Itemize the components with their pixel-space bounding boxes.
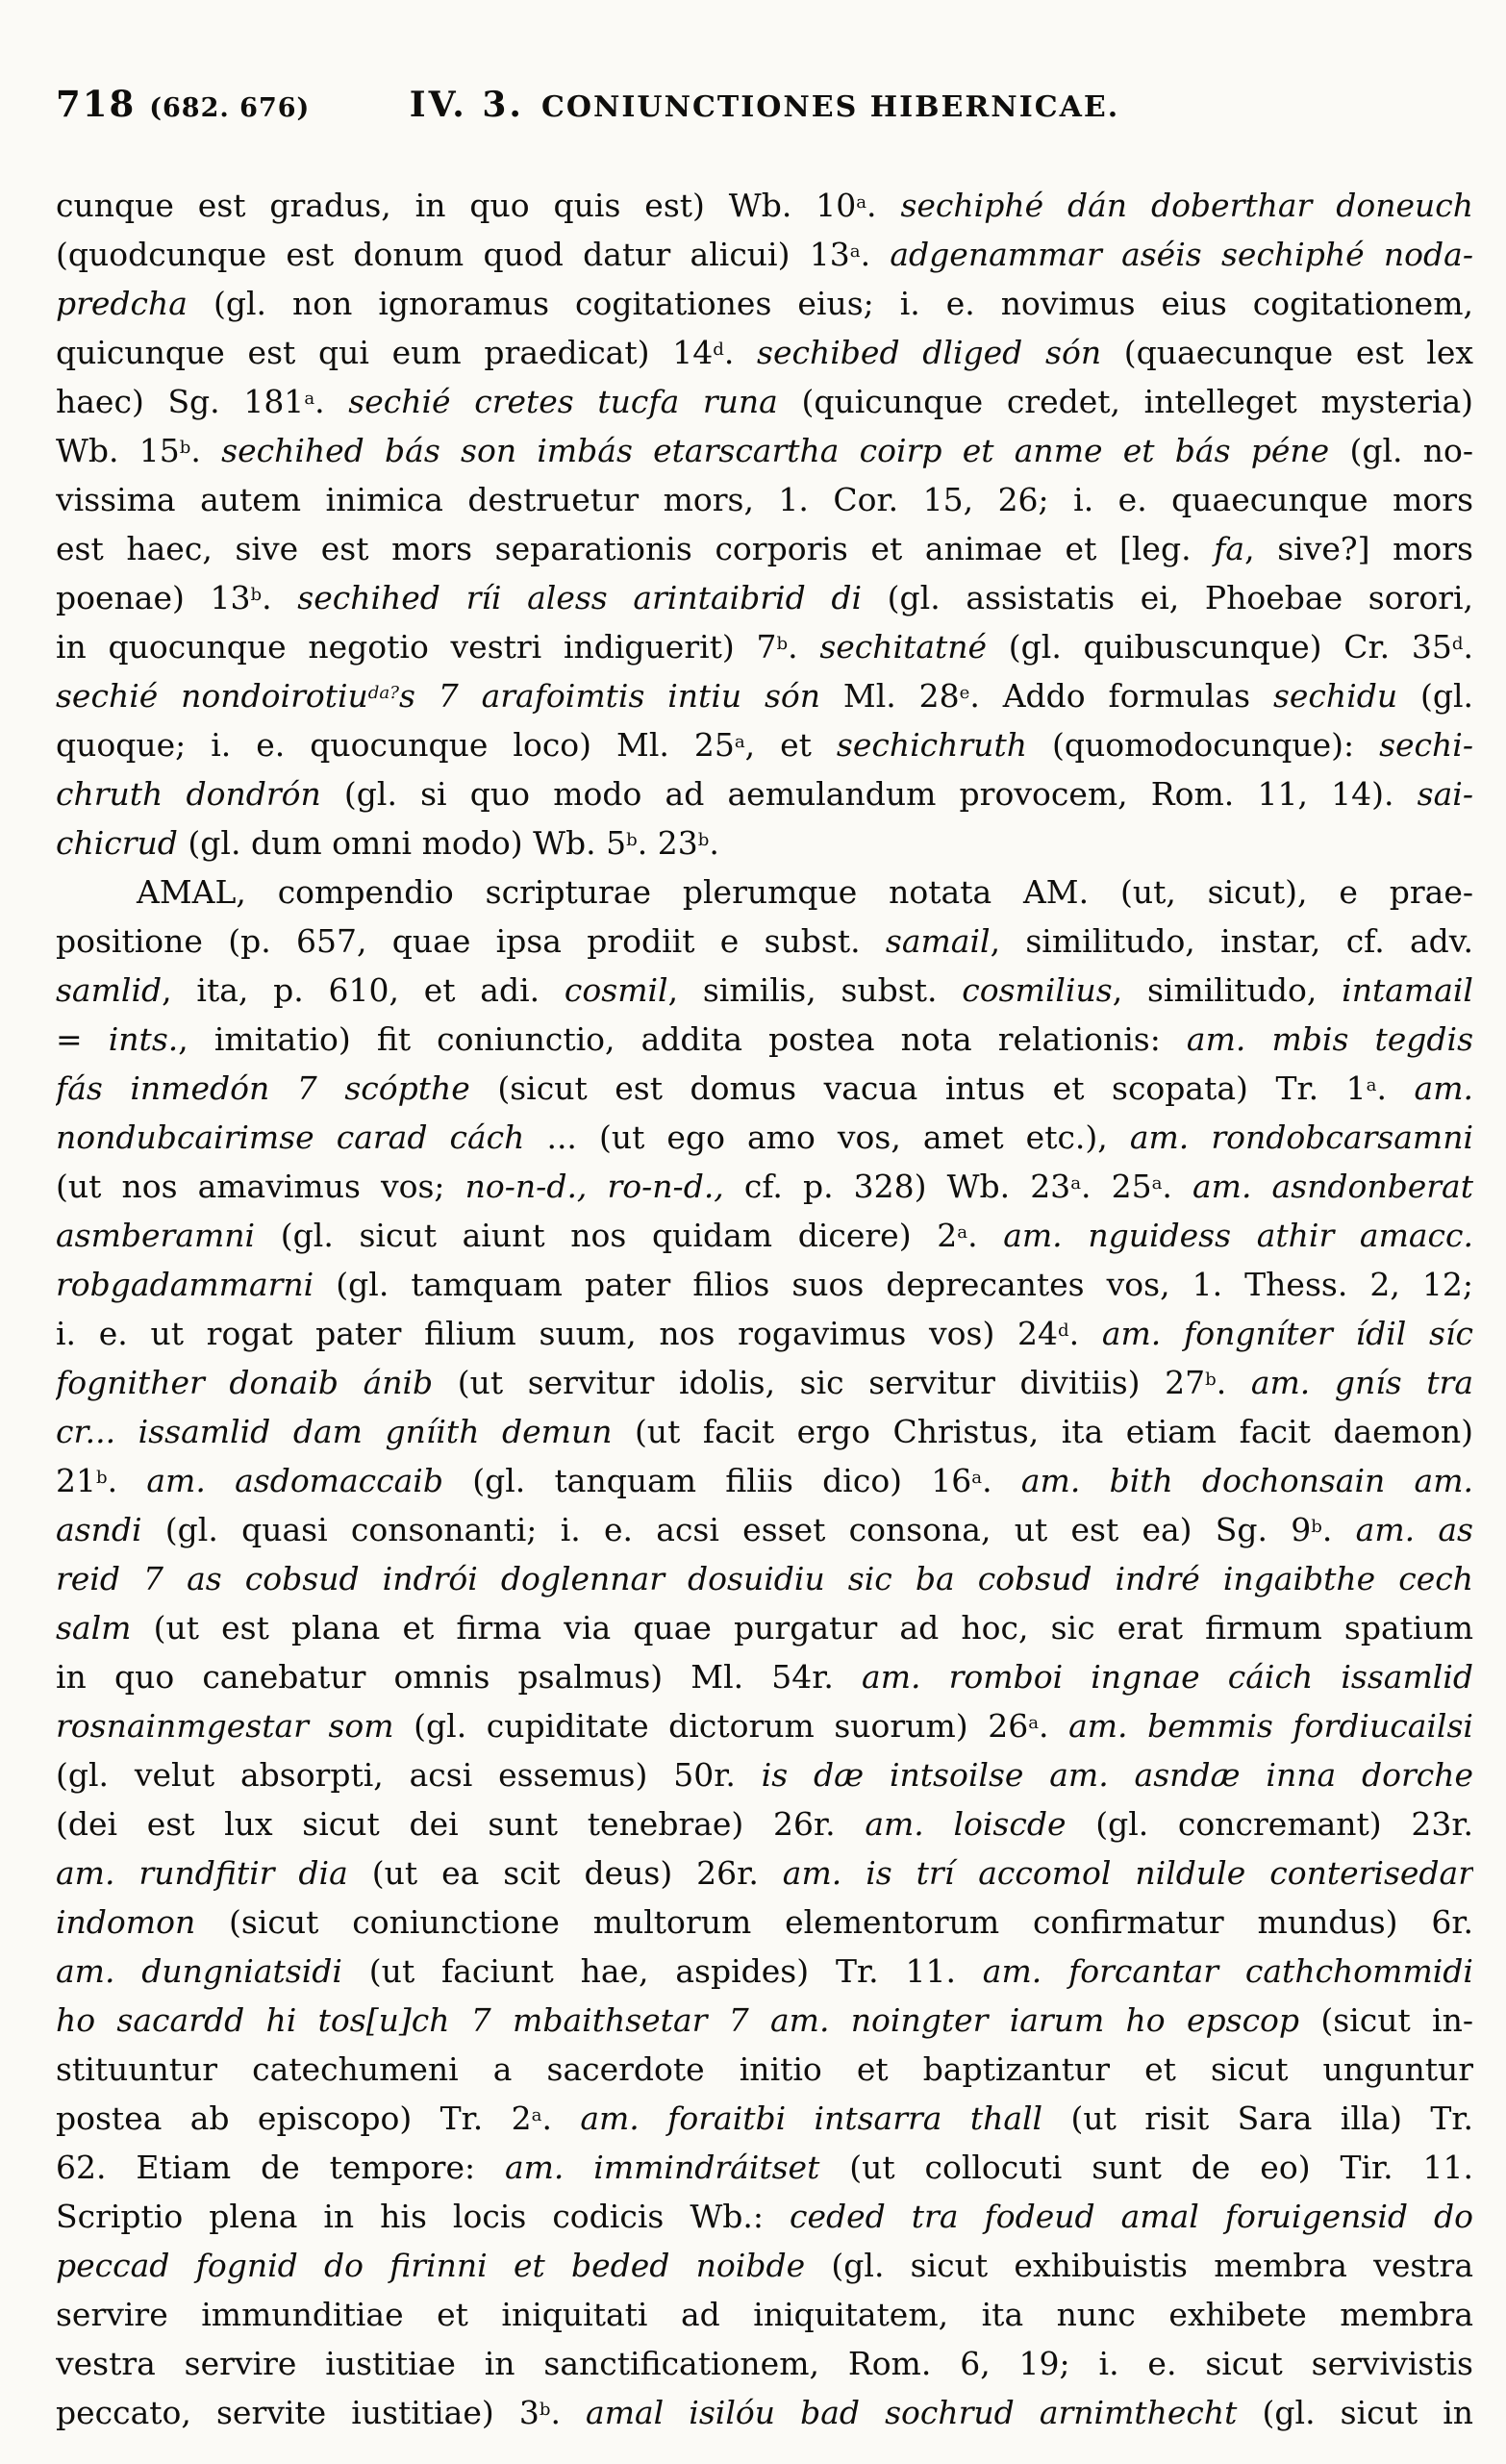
text-line: (dei est lux sicut dei sunt tenebrae) 26r. am. loiscde (gl. concremant) 23r. <box>56 1805 1473 1843</box>
text-line: reid 7 as cobsud indrói doglennar dosuidiu sic ba cobsud indré ingaibthe cech <box>56 1560 1473 1597</box>
text-line: peccad fognid do firinni et beded noibde (gl. sicut exhibuistis membra vestra <box>56 2247 1473 2284</box>
text-line: asmberamni (gl. sicut aiunt nos quidam dicere) 2$^a$. am. nguidess athir amacc. <box>56 1217 1473 1254</box>
text-line: in quo canebatur omnis psalmus) Ml. 54r. am. romboi ingnae cáich issamlid <box>56 1658 1473 1696</box>
text-line: asndi (gl. quasi consonanti; i. e. acsi esset consona, ut est ea) Sg. 9$^b$. am. as <box>56 1511 1473 1548</box>
text-line: chicrud (gl. dum omni modo) Wb. 5$^b$. 23$^b$. <box>56 824 719 862</box>
text-line: est haec, sive est mors separationis corporis et animae et [leg. fa, sive?] mors <box>56 530 1473 567</box>
text-line: AMAL, compendio scripturae plerumque notata AM. (ut, sicut), e prae- <box>137 873 1473 911</box>
page-number: 718 <box>56 83 137 125</box>
text-line: servire immunditiae et iniquitati ad iniquitatem, ita nunc exhibete membra <box>56 2296 1473 2333</box>
heading-title: CONIUNCTIONES HIBERNICAE. <box>540 90 1120 124</box>
text-line: stituuntur catechumeni a sacerdote initio et baptizantur et sicut unguntur <box>56 2050 1473 2088</box>
text-line: chruth dondrón (gl. si quo modo ad aemulandum provocem, Rom. 11, 14). sai- <box>56 775 1473 813</box>
paragraph <box>56 867 1473 2437</box>
text-line: = ints., imitatio) fit coniunctio, addita postea nota relationis: am. mbis tegdis <box>56 1020 1473 1058</box>
text-line: vissima autem inimica destruetur mors, 1. Cor. 15, 26; i. e. quaecunque mors <box>56 481 1473 518</box>
paragraph <box>56 181 1473 867</box>
text-line: quicunque est qui eum praedicat) 14$^d$. sechibed dliged són (quaecunque est lex <box>56 334 1473 371</box>
text-line: ho sacardd hi tos[u]ch 7 mbaithsetar 7 am. noingter iarum ho epscop (sicut in- <box>56 2001 1473 2039</box>
text-line: sechié nondoirotiu$^{da?}$s 7 arafoimtis intiu són Ml. 28e. Addo formulas sechidu (gl. <box>56 677 1473 715</box>
text-line: haec) Sg. 181$^a$. sechié cretes tucfa runa (quicunque credet, intelleget mysteria) <box>56 383 1473 420</box>
text-line: 21$^b$. am. asdomaccaib (gl. tanquam filiis dico) 16$^a$. am. bith dochonsain am. <box>56 1462 1473 1499</box>
text-line: cr... issamlid dam gníith demun (ut facit ergo Christus, ita etiam facit daemon) <box>56 1413 1473 1450</box>
column-reference: (682. 676) <box>149 93 311 123</box>
text-line: fognither donaib ánib (ut servitur idolis, sic servitur divitiis) 27$^b$. am. gnís tra <box>56 1364 1473 1401</box>
text-line: (ut nos amavimus vos; no-n-d., ro-n-d., cf. p. 328) Wb. 23$^a$. 25$^a$. am. asndonberat <box>56 1168 1473 1205</box>
text-line: fás inmedón 7 scópthe (sicut est domus vacua intus et scopata) Tr. 1$^a$. am. <box>56 1069 1473 1107</box>
text-line: (gl. velut absorpti, acsi essemus) 50r. is dæ intsoilse am. asndæ inna dorche <box>56 1756 1473 1794</box>
text-line: in quocunque negotio vestri indiguerit) 7$^b$. sechitatné (gl. quibuscunque) Cr. 35$^d$. <box>56 628 1473 666</box>
text-line: rosnainmgestar som (gl. cupiditate dictorum suorum) 26$^a$. am. bemmis fordiucailsi <box>56 1707 1473 1745</box>
folio-group <box>56 83 310 125</box>
text-line: indomon (sicut coniunctione multorum elementorum confirmatur mundus) 6r. <box>56 1903 1473 1941</box>
text-line: nondubcairimse carad cách ... (ut ego amo vos, amet etc.), am. rondobcarsamni <box>56 1119 1473 1156</box>
text-body <box>56 181 1473 2437</box>
text-line: Wb. 15$^b$. sechihed bás son imbás etarscartha coirp et anme et bás péne (gl. no- <box>56 432 1473 469</box>
text-line: poenae) 13$^b$. sechihed ríi aless arintaibrid di (gl. assistatis ei, Phoebae sorori, <box>56 579 1473 616</box>
text-line: positione (p. 657, quae ipsa prodiit e subst. samail, similitudo, instar, cf. adv. <box>56 922 1473 960</box>
text-line: vestra servire iustitiae in sanctificationem, Rom. 6, 19; i. e. sicut servivistis <box>56 2345 1473 2382</box>
text-line: i. e. ut rogat pater filium suum, nos rogavimus vos) 24$^d$. am. fongníter ídil síc <box>56 1315 1473 1352</box>
text-line: robgadammarni (gl. tamquam pater filios suos deprecantes vos, 1. Thess. 2, 12; <box>56 1266 1473 1303</box>
text-line: predcha (gl. non ignoramus cogitationes eius; i. e. novimus eius cogitationem, <box>56 285 1473 322</box>
text-line: am. dungniatsidi (ut faciunt hae, aspides) Tr. 11. am. forcantar cathchommidi <box>56 1952 1473 1990</box>
text-line: samlid, ita, p. 610, et adi. cosmil, similis, subst. cosmilius, similitudo, intamail <box>56 971 1473 1009</box>
chapter-heading <box>410 85 1119 125</box>
text-line: cunque est gradus, in quo quis est) Wb. 10$^a$. sechiphé dán doberthar doneuch <box>56 187 1473 224</box>
text-line: salm (ut est plana et firma via quae purgatur ad hoc, sic erat firmum spatium <box>56 1609 1473 1647</box>
text-line: peccato, servite iustitiae) 3$^b$. amal isilóu bad sochrud arnimthecht (gl. sicut in <box>56 2394 1473 2431</box>
text-line: am. rundfitir dia (ut ea scit deus) 26r. am. is trí accomol nildule conterisedar <box>56 1854 1473 1892</box>
text-line: (quodcunque est donum quod datur alicui) 13$^a$. adgenammar aséis sechiphé noda- <box>56 236 1473 273</box>
text-line: quoque; i. e. quocunque loco) Ml. 25$^a$, et sechichruth (quomodocunque): sechi- <box>56 726 1473 764</box>
section-label: IV. 3. <box>409 85 524 125</box>
text-line: Scriptio plena in his locis codicis Wb.: ceded tra fodeud amal foruigensid do <box>56 2198 1473 2235</box>
text-line: 62. Etiam de tempore: am. immindráitset (ut collocuti sunt de eo) Tir. 11. <box>56 2149 1473 2186</box>
text-line: postea ab episcopo) Tr. 2$^a$. am. foraitbi intsarra thall (ut risit Sara illa) Tr. <box>56 2099 1473 2137</box>
page-header <box>56 83 1473 137</box>
